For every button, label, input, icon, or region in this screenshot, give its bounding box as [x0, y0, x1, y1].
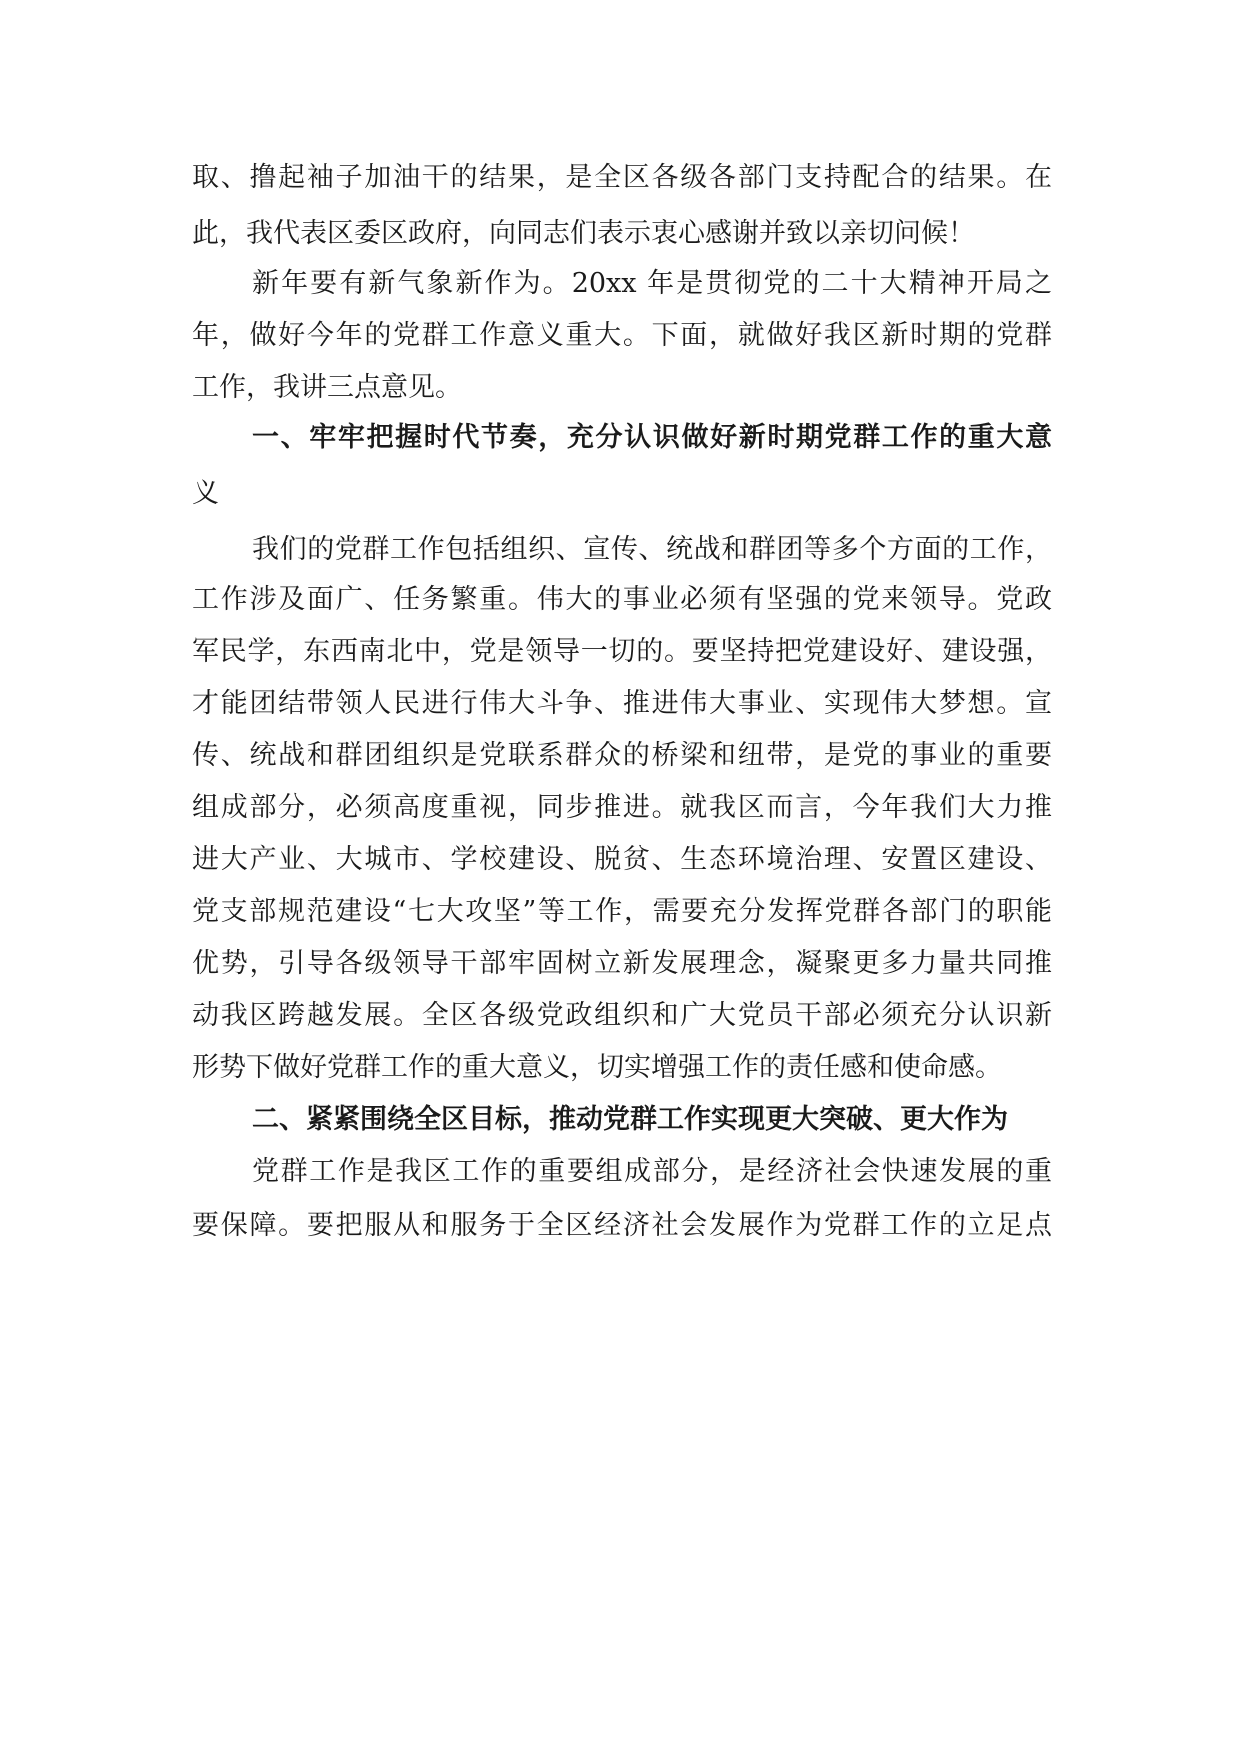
paragraph-line: 军民学，东西南北中，党是领导一切的。要坚持把党建设好、建设强，	[192, 636, 1052, 667]
paragraph-line: 形势下做好党群工作的重大意义，切实增强工作的责任感和使命感。	[192, 1052, 1002, 1083]
paragraph-line: 工作涉及面广、任务繁重。伟大的事业必须有坚强的党来领导。党政	[192, 584, 1052, 615]
section-heading: 二、紧紧围绕全区目标，推动党群工作实现更大突破、更大作为	[252, 1104, 1008, 1135]
paragraph-line: 才能团结带领人民进行伟大斗争、推进伟大事业、实现伟大梦想。宣	[192, 688, 1052, 719]
paragraph-line: 党支部规范建设“七大攻坚”等工作，需要充分发挥党群各部门的职能	[192, 896, 1052, 927]
paragraph-line: 工作，我讲三点意见。	[192, 372, 462, 403]
paragraph-line: 传、统战和群团组织是党联系群众的桥梁和纽带，是党的事业的重要	[192, 740, 1052, 771]
paragraph-line: 组成部分，必须高度重视，同步推进。就我区而言，今年我们大力推	[192, 792, 1052, 823]
paragraph-line: 新年要有新气象新作为。20xx 年是贯彻党的二十大精神开局之	[252, 268, 1052, 299]
paragraph-line: 动我区跨越发展。全区各级党政组织和广大党员干部必须充分认识新	[192, 1000, 1052, 1031]
paragraph-line: 年，做好今年的党群工作意义重大。下面，就做好我区新时期的党群	[192, 320, 1052, 351]
section-heading: 一、牢牢把握时代节奏，充分认识做好新时期党群工作的重大意	[252, 422, 1052, 453]
section-heading-continued: 义	[192, 478, 219, 509]
paragraph-line: 取、撸起袖子加油干的结果，是全区各级各部门支持配合的结果。在	[192, 162, 1052, 193]
paragraph-line: 此，我代表区委区政府，向同志们表示衷心感谢并致以亲切问候！	[192, 218, 975, 249]
paragraph-line: 进大产业、大城市、学校建设、脱贫、生态环境治理、安置区建设、	[192, 844, 1052, 875]
paragraph-line: 我们的党群工作包括组织、宣传、统战和群团等多个方面的工作，	[252, 534, 1052, 565]
paragraph-line: 要保障。要把服从和服务于全区经济社会发展作为党群工作的立足点	[192, 1210, 1052, 1241]
paragraph-line: 党群工作是我区工作的重要组成部分，是经济社会快速发展的重	[252, 1156, 1052, 1187]
paragraph-line: 优势，引导各级领导干部牢固树立新发展理念，凝聚更多力量共同推	[192, 948, 1052, 979]
